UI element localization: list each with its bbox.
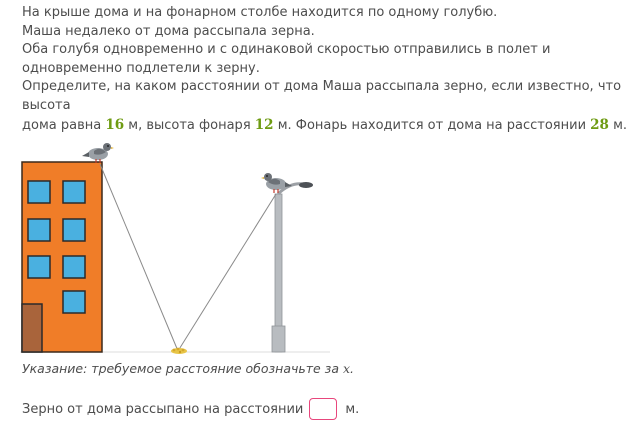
hint-end: . (350, 361, 355, 376)
house-door (22, 304, 42, 352)
problem-text (22, 4, 632, 135)
house (22, 162, 102, 352)
text-segment: м, высота фонаря (124, 117, 255, 133)
flight-line-from-lamp (178, 194, 276, 351)
text-segment: м. Фонарь находится от дома на расстоянии (273, 117, 591, 133)
answer-prefix: Зерно от дома рассыпано на расстоянии (22, 401, 304, 417)
hint-text: Указание: требуемое расстояние обозначьте за (22, 361, 343, 376)
problem-line: Маша недалеко от дома рассыпала зерна. (22, 23, 315, 39)
pigeon-on-roof-icon (82, 143, 114, 163)
house-window (28, 256, 50, 278)
problem-line: одновременно подлетели к зерну. (22, 60, 260, 76)
problem-line: Оба голубя одновременно и с одинаковой скоростью отправились в полет и (22, 42, 551, 58)
grain-icon (171, 348, 187, 354)
lamp-head (299, 182, 313, 188)
lamp-base (272, 326, 285, 352)
flight-line-from-house (100, 164, 178, 351)
house-window (28, 219, 50, 241)
house-height-value: 16 (105, 116, 125, 133)
house-window (63, 291, 85, 313)
problem-figure (0, 136, 640, 356)
distance-value: 28 (590, 116, 609, 133)
text-segment: дома равна (22, 117, 106, 133)
lamp-post (272, 182, 313, 352)
house-window (63, 181, 85, 203)
hint-variable: x (342, 361, 351, 376)
answer-row (22, 398, 359, 420)
problem-line: На крыше дома и на фонарном столбе находится по одному голубю. (22, 5, 498, 20)
problem-line: Определите, на каком расстоянии от дома Маша рассыпала зерно, если известно, что высота (22, 79, 622, 113)
answer-input[interactable] (309, 398, 337, 420)
lamp-height-value: 12 (254, 116, 274, 133)
text-segment: м. (608, 117, 628, 133)
problem-line (22, 116, 632, 136)
hint (22, 361, 354, 376)
house-window (28, 181, 50, 203)
answer-suffix: м. (345, 401, 360, 417)
house-window (63, 256, 85, 278)
house-window (63, 219, 85, 241)
pigeon-on-lamp-icon (261, 173, 292, 193)
